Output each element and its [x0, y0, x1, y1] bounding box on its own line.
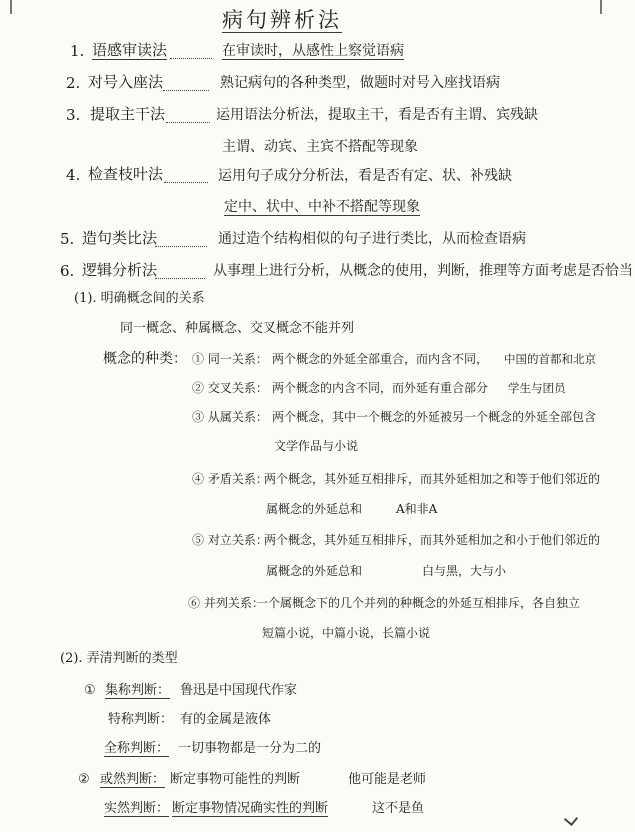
- relation-text: 两个概念的外延全部重合，而内含不同，: [272, 352, 489, 366]
- pen-mark: [564, 812, 578, 826]
- judgment-name: 全称判断：: [104, 741, 170, 756]
- leader-dots: [155, 278, 205, 279]
- method-number: 2.: [66, 74, 81, 92]
- relation-example: A和非A: [396, 502, 438, 516]
- method-description: 从事理上进行分析，从概念的使用，判断，推理等方面考虑是否恰当: [213, 263, 633, 279]
- method-number: 1.: [70, 42, 85, 60]
- judgment-name: 或然判断：: [100, 772, 166, 787]
- relation-name: ② 交叉关系：: [192, 381, 268, 395]
- relation-text-line2: 属概念的外延总和: [266, 564, 363, 578]
- method-description: 熟记病句的各种类型，做题时对号入座找语病: [220, 75, 500, 91]
- judgment-text: 有的金属是液体: [180, 712, 272, 727]
- method-number: 3.: [66, 106, 81, 124]
- relation-example: 中国的首都和北京: [504, 352, 596, 366]
- method-number: 6.: [60, 262, 75, 280]
- relation-example: 白与黑，大与小: [422, 564, 507, 578]
- page-title: 病句辨析法: [222, 8, 342, 32]
- method-description: 在审读时，从感性上察觉语病: [222, 43, 404, 59]
- judgment-text: 断定事物情况确实性的判断: [172, 801, 329, 816]
- types-label: 概念的种类：: [103, 351, 187, 367]
- judgment-text: 鲁迅是中国现代作家: [180, 683, 298, 698]
- judgment-marker: ①: [84, 683, 96, 698]
- relation-name: ① 同一关系：: [192, 352, 268, 366]
- method-description: 通过造个结构相似的句子进行类比，从而检查语病: [218, 231, 526, 247]
- judgment-text: 断定事物可能性的判断: [170, 772, 301, 787]
- judgment-example: 这不是鱼: [372, 801, 425, 816]
- method-name: 对号入座法: [88, 73, 164, 91]
- leader-dots: [166, 122, 210, 123]
- judgment-name: 实然判断：: [104, 801, 170, 816]
- relation-text: 两个概念的内含不同，而外延有重合部分: [272, 381, 489, 395]
- relation-text: 两个概念，其外延互相排斥，而其外延相加之和等于他们邻近的: [264, 472, 601, 486]
- relation-text: 两个概念，其外延互相排斥，而其外延相加之和小于他们邻近的: [264, 533, 601, 547]
- leader-dots: [155, 246, 207, 247]
- relation-text-line2: 属概念的外延总和: [266, 502, 363, 516]
- binding-mark: [600, 0, 602, 14]
- section-note: 同一概念、种属概念、交叉概念不能并列: [120, 321, 355, 336]
- leader-dots: [164, 182, 208, 183]
- relation-name: ③ 从属关系：: [192, 410, 268, 424]
- judgment-example: 他可能是老师: [348, 772, 427, 787]
- relation-example: 文学作品与小说: [274, 439, 359, 453]
- method-description-line2: 主谓、动宾、主宾不搭配等现象: [222, 139, 418, 155]
- judgment-marker: ②: [78, 772, 90, 787]
- judgment-text: 一切事物都是一分为二的: [178, 741, 322, 756]
- relation-name: ⑤ 对立关系：: [192, 533, 268, 547]
- method-description: 运用句子成分分析法，看是否有定、状、补残缺: [218, 168, 512, 184]
- method-name: 造句类比法: [82, 229, 158, 247]
- method-name: 语感审读法: [92, 41, 168, 59]
- relation-name: ⑥ 并列关系：: [188, 596, 264, 610]
- judgment-name: 集称判断：: [105, 683, 171, 698]
- method-description-line2: 定中、状中、中补不搭配等现象: [224, 199, 420, 215]
- relation-text: 一个属概念下的几个并列的种概念的外延互相排斥，各自独立: [256, 596, 581, 610]
- method-number: 5.: [60, 230, 75, 248]
- judgment-name: 特称判断：: [108, 712, 174, 727]
- binding-mark: [10, 0, 12, 14]
- method-name: 检查枝叶法: [88, 165, 164, 183]
- relation-example: 短篇小说，中篇小说，长篇小说: [262, 626, 431, 640]
- relation-name: ④ 矛盾关系：: [192, 472, 268, 486]
- method-name: 逻辑分析法: [82, 261, 158, 279]
- leader-dots: [170, 58, 212, 59]
- relation-text: 两个概念，其中一个概念的外延被另一个概念的外延全部包含: [272, 410, 597, 424]
- method-number: 4.: [66, 166, 81, 184]
- section-heading: (1). 明确概念间的关系: [74, 291, 205, 306]
- method-description: 运用语法分析法，提取主干，看是否有主谓、宾残缺: [216, 107, 538, 123]
- section-heading: (2). 弄清判断的类型: [60, 651, 178, 666]
- relation-example: 学生与团员: [508, 381, 566, 395]
- leader-dots: [163, 90, 209, 91]
- method-name: 提取主干法: [90, 105, 166, 123]
